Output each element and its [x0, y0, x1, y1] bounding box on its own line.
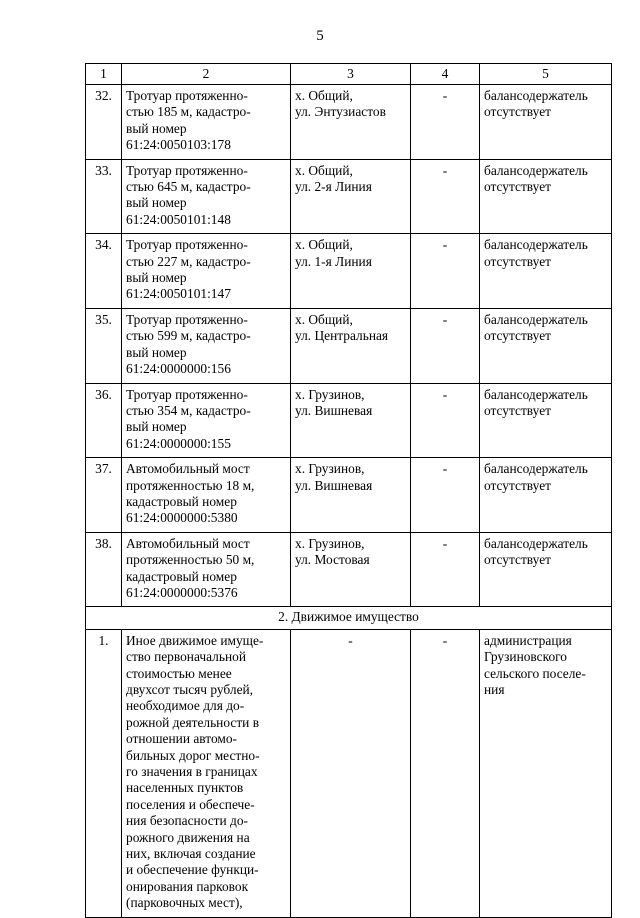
- holder-line: балансодержатель: [484, 237, 588, 253]
- column-number-5: 5: [480, 64, 612, 85]
- address-line: х. Грузинов,: [295, 386, 365, 402]
- object-name: [122, 234, 291, 309]
- object-name-line: ство первоначальной: [126, 649, 246, 665]
- object-name-line: и обеспечение функци-: [126, 862, 259, 878]
- address-line: х. Общий,: [295, 237, 353, 253]
- address-line: х. Грузинов,: [295, 535, 365, 551]
- column-4-value: -: [411, 159, 480, 234]
- table-row: [86, 85, 612, 160]
- object-name-line: онирования парковок: [126, 878, 249, 894]
- holder-line: балансодержатель: [484, 535, 588, 551]
- object-name-line: необходимое для до-: [126, 698, 245, 714]
- row-number: 33.: [86, 159, 122, 234]
- column-number-1: 1: [86, 64, 122, 85]
- balance-holder: [480, 234, 612, 309]
- balance-holder: [480, 85, 612, 160]
- object-name-line: го значения в границах: [126, 764, 258, 780]
- balance-holder: [480, 532, 612, 607]
- table-row: [86, 159, 612, 234]
- holder-line: отсутствует: [484, 552, 551, 568]
- address-line: х. Общий,: [295, 311, 353, 327]
- address-line: ул. Энтузиастов: [295, 104, 386, 120]
- object-name-line: стью 227 м, кадастро-: [126, 253, 251, 269]
- page-number: 5: [316, 28, 324, 44]
- object-name-line: (парковочных мест),: [126, 895, 243, 911]
- table-row: [86, 532, 612, 607]
- column-4-value: -: [411, 458, 480, 533]
- object-name-line: Тротуар протяженно-: [126, 88, 248, 103]
- object-name-line: 61:24:0000000:5380: [126, 510, 238, 526]
- holder-line: балансодержатель: [484, 461, 588, 477]
- object-address: [291, 383, 411, 458]
- holder-line: балансодержатель: [484, 88, 588, 103]
- object-name-line: Тротуар протяженно-: [126, 237, 248, 253]
- holder-line: администрация: [484, 632, 572, 648]
- object-name-line: 61:24:0000000:155: [126, 435, 231, 451]
- object-name-line: 61:24:0050101:148: [126, 211, 231, 227]
- object-name-line: вый номер: [126, 270, 187, 286]
- balance-holder: [480, 458, 612, 533]
- object-name-line: стью 185 м, кадастро-: [126, 104, 251, 120]
- row-number: 36.: [86, 383, 122, 458]
- balance-holder: [480, 383, 612, 458]
- address-line: х. Грузинов,: [295, 461, 365, 477]
- row-number: 35.: [86, 308, 122, 383]
- holder-line: отсутствует: [484, 402, 551, 418]
- column-4-value: -: [411, 234, 480, 309]
- holder-line: отсутствует: [484, 179, 551, 195]
- object-name: [122, 458, 291, 533]
- object-name-line: Тротуар протяженно-: [126, 386, 248, 402]
- object-name-line: 61:24:0000000:156: [126, 361, 231, 377]
- row-number: 34.: [86, 234, 122, 309]
- object-name-line: протяженностью 18 м,: [126, 477, 255, 493]
- object-name-line: вый номер: [126, 344, 187, 360]
- object-name: [122, 383, 291, 458]
- balance-holder: [480, 308, 612, 383]
- object-name-line: Иное движимое имуще-: [126, 632, 264, 648]
- object-name-line: 61:24:0000000:5376: [126, 584, 238, 600]
- balance-holder: [480, 159, 612, 234]
- object-name-line: двухсот тысяч рублей,: [126, 682, 254, 697]
- object-address: [291, 159, 411, 234]
- address-line: ул. Центральная: [295, 328, 389, 344]
- object-name-line: стоимостью менее: [126, 665, 232, 681]
- object-name-line: 61:24:0050101:147: [126, 286, 231, 302]
- column-4-value: -: [411, 629, 480, 917]
- object-name: [122, 629, 291, 917]
- object-name-line: ния безопасности до-: [126, 813, 249, 829]
- object-name-line: стью 599 м, кадастро-: [126, 328, 251, 344]
- balance-holder: [480, 629, 612, 917]
- object-address: [291, 458, 411, 533]
- column-4-value: -: [411, 532, 480, 607]
- object-name-line: вый номер: [126, 120, 187, 136]
- object-name-line: 61:24:0050103:178: [126, 137, 231, 153]
- column-number-3: 3: [291, 64, 411, 85]
- address-line: ул. Вишневая: [295, 477, 373, 493]
- object-address: -: [291, 629, 411, 917]
- object-name-line: протяженностью 50 м,: [126, 552, 255, 568]
- object-name-line: Тротуар протяженно-: [126, 162, 248, 178]
- object-name-line: Автомобильный мост: [126, 535, 250, 551]
- object-address: [291, 234, 411, 309]
- object-name-line: Автомобильный мост: [126, 461, 250, 477]
- object-name-line: рожной деятельности в: [126, 714, 260, 730]
- row-number: 38.: [86, 532, 122, 607]
- row-number: 32.: [86, 85, 122, 160]
- row-number: 37.: [86, 458, 122, 533]
- address-line: ул. Вишневая: [295, 402, 373, 418]
- object-name-line: кадастровый номер: [126, 493, 237, 509]
- holder-line: Грузиновского: [484, 649, 567, 665]
- object-address: [291, 85, 411, 160]
- column-number-2: 2: [122, 64, 291, 85]
- holder-line: ния: [484, 682, 505, 697]
- table-header-row: [86, 64, 612, 85]
- column-4-value: -: [411, 308, 480, 383]
- column-4-value: -: [411, 85, 480, 160]
- object-address: [291, 532, 411, 607]
- object-name-line: населенных пунктов: [126, 780, 244, 796]
- object-name-line: кадастровый номер: [126, 568, 237, 584]
- section-heading-row: [86, 607, 612, 629]
- holder-line: балансодержатель: [484, 311, 588, 327]
- object-name: [122, 308, 291, 383]
- object-name-line: вый номер: [126, 419, 187, 435]
- object-name: [122, 85, 291, 160]
- address-line: х. Общий,: [295, 88, 353, 103]
- holder-line: балансодержатель: [484, 386, 588, 402]
- object-name-line: поселения и обеспече-: [126, 796, 255, 812]
- property-registry-table: [85, 63, 612, 918]
- row-number: 1.: [86, 629, 122, 917]
- object-name-line: них, включая создание: [126, 846, 256, 862]
- table-row: [86, 629, 612, 917]
- object-name: [122, 532, 291, 607]
- table-row: [86, 308, 612, 383]
- object-name-line: Тротуар протяженно-: [126, 311, 248, 327]
- column-4-value: -: [411, 383, 480, 458]
- object-name-line: рожного движения на: [126, 829, 250, 845]
- address-line: х. Общий,: [295, 162, 353, 178]
- table-row: [86, 458, 612, 533]
- object-name-line: стью 645 м, кадастро-: [126, 179, 251, 195]
- object-name-line: отношении автомо-: [126, 731, 238, 747]
- object-address: [291, 308, 411, 383]
- holder-line: балансодержатель: [484, 162, 588, 178]
- object-name-line: вый номер: [126, 195, 187, 211]
- holder-line: отсутствует: [484, 104, 551, 120]
- table-row: [86, 234, 612, 309]
- section-title: 2. Движимое имущество: [86, 607, 612, 629]
- table-row: [86, 383, 612, 458]
- holder-line: отсутствует: [484, 328, 551, 344]
- object-name: [122, 159, 291, 234]
- holder-line: отсутствует: [484, 477, 551, 493]
- holder-line: сельского поселе-: [484, 665, 586, 681]
- address-line: ул. 2-я Линия: [295, 179, 372, 195]
- holder-line: отсутствует: [484, 253, 551, 269]
- object-name-line: бильных дорог местно-: [126, 747, 260, 763]
- address-line: ул. Мостовая: [295, 552, 370, 568]
- column-number-4: 4: [411, 64, 480, 85]
- address-line: ул. 1-я Линия: [295, 253, 372, 269]
- object-name-line: стью 354 м, кадастро-: [126, 402, 251, 418]
